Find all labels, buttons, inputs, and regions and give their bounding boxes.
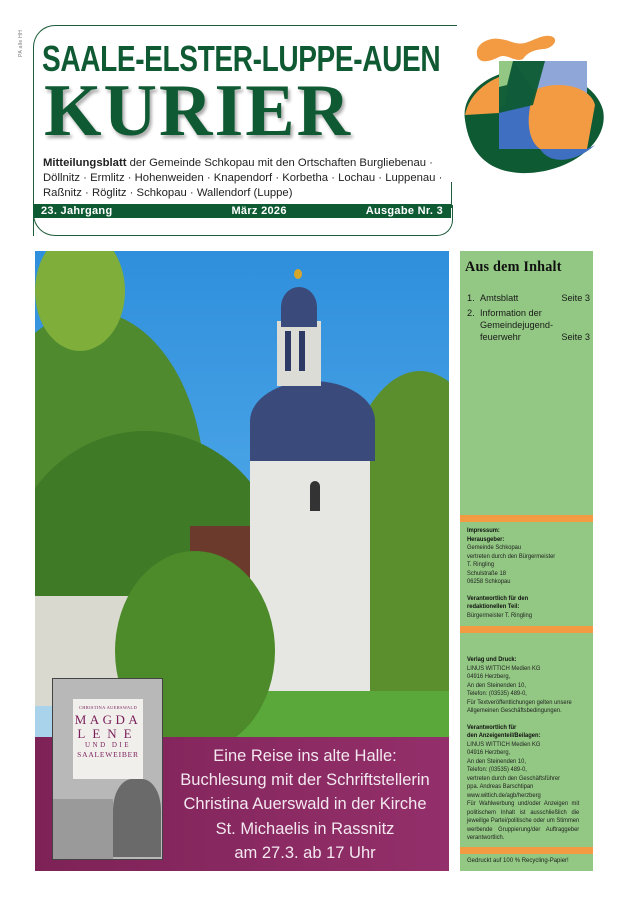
- editorial-value: Bürgermeister T. Ringling: [467, 611, 532, 619]
- paper-name: KURIER: [44, 70, 353, 152]
- book-title-plate: [73, 699, 143, 779]
- ads-line: vertreten durch den Geschäftsführer: [467, 774, 561, 782]
- ads-line: An den Steinenden 10,: [467, 757, 526, 765]
- toc-page: Seite 3: [561, 332, 590, 342]
- editorial-heading: Verantwortlich für den: [467, 594, 529, 602]
- verlag-line: Telefon: (03535) 489-0,: [467, 690, 527, 697]
- divider-bar: [460, 515, 593, 522]
- issue-date: März 2026: [231, 205, 287, 217]
- verlag-line: 04916 Herzberg,: [467, 673, 511, 680]
- impressum-heading: Impressum:: [467, 527, 500, 534]
- toc-number: 1.: [467, 293, 475, 303]
- book-title-line: UND DIE: [84, 741, 132, 749]
- toc-label-line: Information der: [480, 308, 542, 318]
- editorial-heading: redaktionellen Teil:: [467, 603, 520, 610]
- event-line: St. Michaelis in Rassnitz: [215, 819, 395, 838]
- book-author: CHRISTINA AUERSWALD: [78, 705, 138, 710]
- event-line: Eine Reise ins alte Halle:: [213, 747, 397, 765]
- municipality-logo-icon: [455, 25, 605, 185]
- book-cover: [52, 678, 163, 860]
- masthead-subtitle: [43, 156, 453, 201]
- print-mark: PA alle HH: [18, 30, 24, 57]
- toc-label-line: feuerwehr: [480, 332, 521, 342]
- verlag-note: Für Textveröffentlichungen gelten unsere Allgemeinen Geschäftsbedingungen.: [467, 698, 572, 714]
- publisher-line: Gemeinde Schkopau: [467, 544, 522, 551]
- publisher-line: T. Ringling: [467, 561, 495, 568]
- toc-number: 2.: [467, 308, 475, 318]
- publisher-info: [467, 656, 579, 843]
- toc-page: Seite 3: [561, 293, 590, 303]
- verlag-line: An den Steinenden 10,: [467, 681, 526, 689]
- event-line: am 27.3. ab 17 Uhr: [234, 843, 376, 862]
- verlag-line: LINUS WITTICH Medien KG: [467, 664, 541, 672]
- publisher-line: 06258 Schkopau: [467, 578, 511, 585]
- toc-label: Amtsblatt: [480, 293, 519, 303]
- subtitle-bold: Mitteilungsblatt: [43, 157, 127, 169]
- political-ads-disclaimer: Für Wahlwerbung und/oder Anzeigen mit politischem Inhalt ist ausschließlich die jeweilige Partei/politische oder um Stimmen werbende Gruppierung/der Auftraggeber verantwortlich.: [467, 800, 580, 841]
- subtitle-text: der Gemeinde Schkopau mit den Ortschaften Burgliebenau · Döllnitz · Ermlitz · Hohenweiden · Knapendorf · Korbetha · Lochau · Luppenau · Raßnitz · Röglitz · Schkopau · Wallendorf (Luppe): [43, 157, 443, 199]
- toc-label: [480, 307, 561, 343]
- recycling-note: Gedruckt auf 100 % Recycling-Papier!: [467, 858, 569, 864]
- ads-line: ppa. Andreas Barschtipan: [467, 783, 534, 790]
- ads-line: Telefon: (03535) 489-0,: [467, 766, 527, 773]
- book-figure-illustration: [113, 779, 161, 857]
- website-link[interactable]: www.wittich.de/agb/herzberg: [467, 791, 541, 799]
- toc-label-line: Gemeindejugend-: [480, 320, 554, 330]
- book-title-line: SAALEWEIBER: [77, 750, 139, 759]
- verlag-heading: Verlag und Druck:: [467, 656, 517, 663]
- toc-item[interactable]: [467, 307, 590, 343]
- book-title-line: MAGDA: [74, 712, 142, 727]
- divider-bar: [460, 847, 593, 854]
- issue-band: [33, 204, 451, 218]
- publisher-heading: Herausgeber:: [467, 535, 505, 543]
- region-title: SAALE-ELSTER-LUPPE-AUEN: [42, 38, 441, 79]
- publisher-line: Schulstraße 18: [467, 569, 506, 577]
- toc-title: Aus dem Inhalt: [465, 259, 562, 275]
- table-of-contents: [467, 292, 590, 343]
- issue-number: Ausgabe Nr. 3: [365, 205, 443, 217]
- ads-heading: den Anzeigenteil/Beilagen:: [467, 732, 541, 739]
- divider-bar: [460, 626, 593, 633]
- book-title: [73, 713, 143, 759]
- toc-item[interactable]: [467, 292, 590, 304]
- book-city-illustration: [53, 799, 113, 859]
- ads-heading: Verantwortlich für: [467, 723, 517, 731]
- impressum: [467, 527, 579, 620]
- masthead-frame-top: [150, 25, 457, 26]
- tower-window: [310, 481, 320, 511]
- ads-line: LINUS WITTICH Medien KG: [467, 740, 541, 748]
- book-title-line: LENE: [77, 726, 139, 741]
- volume-label: 23. Jahrgang: [41, 205, 113, 217]
- tower-dome: [250, 381, 375, 461]
- lantern-opening: [299, 331, 305, 371]
- event-line: Buchlesung mit der Schriftstellerin: [180, 771, 430, 790]
- tower-cap: [281, 287, 317, 327]
- event-announcement: [165, 744, 445, 865]
- tower-orb: [294, 269, 302, 279]
- lantern-opening: [285, 331, 291, 371]
- ads-line: 04916 Herzberg,: [467, 749, 511, 756]
- publisher-line: vertreten durch den Bürgermeister: [467, 552, 556, 560]
- event-line: Christina Auerswald in der Kirche: [183, 795, 427, 814]
